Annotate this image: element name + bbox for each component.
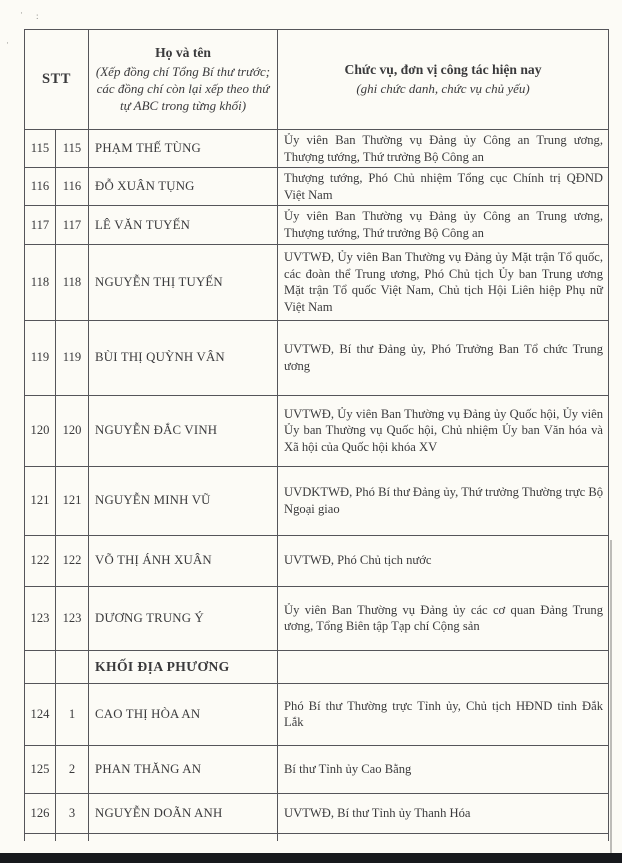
cell-name: PHAN THĂNG AN: [89, 745, 278, 793]
cell-cutoff: [56, 833, 89, 841]
cell-stt: 123: [25, 586, 56, 650]
cell-position: Ủy viên Ban Thường vụ Đảng ủy Công an Trung ương, Thượng tướng, Thứ trưởng Bộ Công an: [278, 130, 609, 168]
cell-stt: 125: [25, 745, 56, 793]
scan-speck: ·: [20, 8, 23, 18]
table-row: [25, 168, 609, 206]
cell-position: Bí thư Tỉnh ủy Cao Bằng: [278, 745, 609, 793]
cell-position: UVTWĐ, Bí thư Đảng ủy, Phó Trưởng Ban Tổ chức Trung ương: [278, 320, 609, 395]
cell-position: Ủy viên Ban Thường vụ Đảng ủy Công an Trung ương, Thượng tướng, Thứ trưởng Bộ Công an: [278, 206, 609, 244]
cell-stt: 117: [25, 206, 56, 244]
header-name-title: Họ và tên: [155, 44, 211, 60]
table-row: [25, 320, 609, 395]
cell-position: UVTWĐ, Ủy viên Ban Thường vụ Đảng ủy Mặt trận Tổ quốc, các đoàn thể Trung ương, Phó Chủ tịch Ủy ban Trung ương Mặt trận Tổ quốc Việt Nam, Chủ tịch Hội Liên hiệp Phụ nữ Việt Nam: [278, 244, 609, 320]
cell-name: NGUYỄN ĐẮC VINH: [89, 395, 278, 466]
header-name-subtitle: (Xếp đồng chí Tổng Bí thư trước; các đồng chí còn lại xếp theo thứ tự ABC trong từng khối): [95, 63, 271, 114]
header-name: [89, 30, 278, 130]
cell-name: CAO THỊ HÒA AN: [89, 683, 278, 745]
cell-number: 121: [56, 466, 89, 535]
cell-number: [56, 650, 89, 683]
header-position: [278, 30, 609, 130]
cell-stt: 122: [25, 535, 56, 586]
cell-name: BÙI THỊ QUỲNH VÂN: [89, 320, 278, 395]
officials-table: [24, 29, 609, 841]
scan-speck: ·: [6, 38, 9, 48]
cell-name: DƯƠNG TRUNG Ý: [89, 586, 278, 650]
cell-position: Thượng tướng, Phó Chủ nhiệm Tổng cục Chính trị QĐND Việt Nam: [278, 168, 609, 206]
section-title: KHỐI ĐỊA PHƯƠNG: [89, 650, 278, 683]
header-position-title: Chức vụ, đơn vị công tác hiện nay: [344, 61, 542, 77]
cell-number: 123: [56, 586, 89, 650]
header-position-subtitle: (ghi chức danh, chức vụ chủ yếu): [356, 80, 530, 96]
header-stt: STT: [25, 30, 89, 130]
cell-stt: [25, 650, 56, 683]
cell-number: 115: [56, 130, 89, 168]
cell-position: UVTWĐ, Bí thư Tỉnh ủy Thanh Hóa: [278, 793, 609, 833]
cell-position: UVTWĐ, Phó Chủ tịch nước: [278, 535, 609, 586]
cell-number: 122: [56, 535, 89, 586]
table-header: [25, 30, 609, 130]
cell-position: [278, 650, 609, 683]
cell-cutoff: [25, 833, 56, 841]
cell-position: UVTWĐ, Ủy viên Ban Thường vụ Đảng ủy Quốc hội, Ủy viên Ủy ban Thường vụ Quốc hội, Chủ nhiệm Ủy ban Văn hóa và Xã hội của Quốc hội khóa XV: [278, 395, 609, 466]
table-row: [25, 793, 609, 833]
cell-position: Phó Bí thư Thường trực Tỉnh ủy, Chủ tịch HĐND tỉnh Đắk Lắk: [278, 683, 609, 745]
cell-number: 120: [56, 395, 89, 466]
cell-position: Ủy viên Ban Thường vụ Đảng ủy các cơ quan Đảng Trung ương, Tổng Biên tập Tạp chí Cộng sản: [278, 586, 609, 650]
cell-cutoff: [278, 833, 609, 841]
cell-number: 118: [56, 244, 89, 320]
table-row: [25, 130, 609, 168]
table-row: [25, 745, 609, 793]
table-row-cutoff: [25, 833, 609, 841]
table-body: [25, 130, 609, 842]
cell-stt: 119: [25, 320, 56, 395]
cell-position: UVDKTWĐ, Phó Bí thư Đảng ủy, Thứ trưởng Thường trực Bộ Ngoại giao: [278, 466, 609, 535]
cell-stt: 121: [25, 466, 56, 535]
cell-name: ĐỖ XUÂN TỤNG: [89, 168, 278, 206]
cell-number: 3: [56, 793, 89, 833]
table-section-row: [25, 650, 609, 683]
cell-stt: 118: [25, 244, 56, 320]
cell-stt: 126: [25, 793, 56, 833]
cell-number: 119: [56, 320, 89, 395]
table-row: [25, 586, 609, 650]
cell-number: 117: [56, 206, 89, 244]
cell-name: NGUYỄN THỊ TUYẾN: [89, 244, 278, 320]
table-row: [25, 535, 609, 586]
cell-name: NGUYỄN MINH VŨ: [89, 466, 278, 535]
page-edge-shadow: [610, 540, 612, 853]
cell-name: VÕ THỊ ÁNH XUÂN: [89, 535, 278, 586]
cell-name: PHẠM THẾ TÙNG: [89, 130, 278, 168]
table-row: [25, 466, 609, 535]
cell-number: 2: [56, 745, 89, 793]
cell-name: LÊ VĂN TUYẾN: [89, 206, 278, 244]
table-row: [25, 206, 609, 244]
cell-cutoff: [89, 833, 278, 841]
scan-speck: :: [36, 11, 39, 21]
cell-stt: 116: [25, 168, 56, 206]
table-header-row: [25, 30, 609, 130]
table-row: [25, 244, 609, 320]
table-row: [25, 395, 609, 466]
cell-stt: 115: [25, 130, 56, 168]
cell-number: 1: [56, 683, 89, 745]
cell-name: NGUYỄN DOÃN ANH: [89, 793, 278, 833]
cell-number: 116: [56, 168, 89, 206]
table-row: [25, 683, 609, 745]
scan-edge-bar: [0, 853, 622, 863]
cell-stt: 124: [25, 683, 56, 745]
cell-stt: 120: [25, 395, 56, 466]
